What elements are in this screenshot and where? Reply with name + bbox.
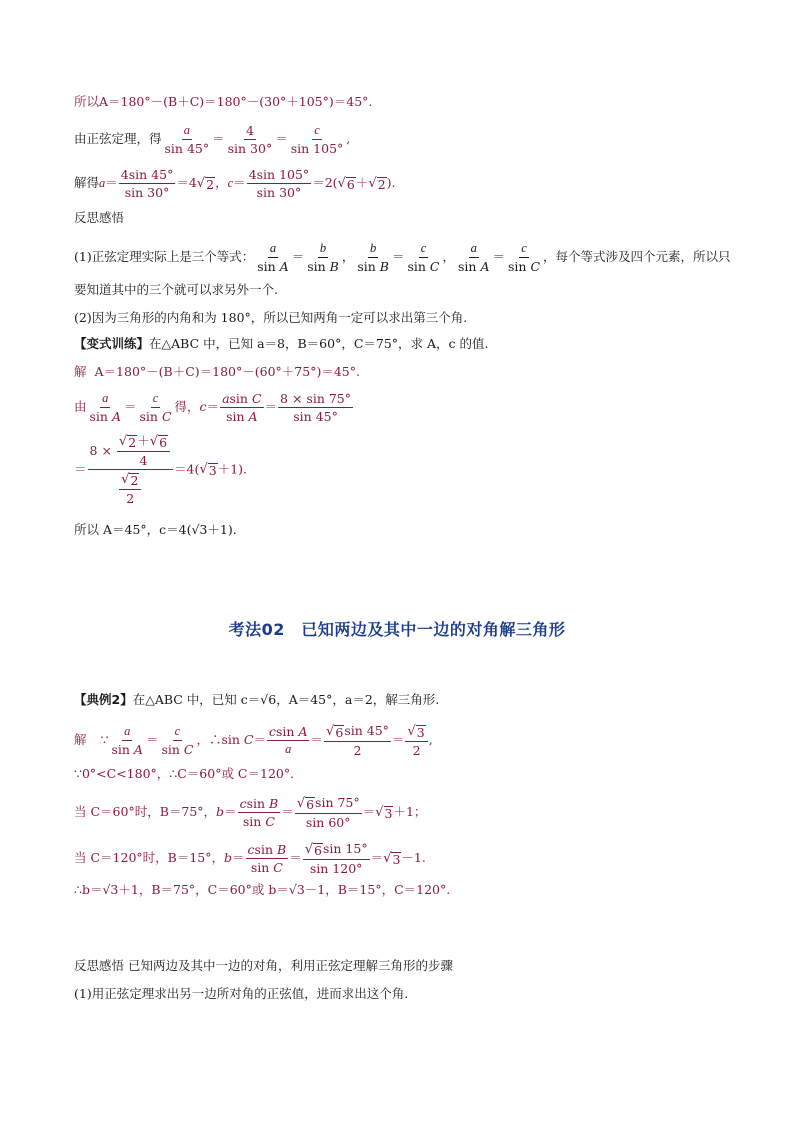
ex1-reflect-heading: 反思感悟: [74, 210, 125, 225]
ex2-conclusion-line: [74, 884, 450, 897]
ex1-reflect-1-cont: 要知道其中的三个就可以求另外一个.: [74, 282, 278, 297]
variant-solution-line1: [74, 366, 360, 379]
ex2-label: 【典例2】: [74, 692, 133, 707]
ex2-question-line: [74, 694, 439, 707]
ex1-reflect-2: (2)因为三角形的内角和为 180°，所以已知两角一定可以求出第三个角.: [74, 310, 468, 325]
variant-conclusion-line: [74, 524, 237, 537]
ex2-sol-label: 解: [74, 732, 87, 748]
variant-label: 【变式训练】: [74, 336, 150, 351]
section-title: 考法02 已知两边及其中一边的对角解三角形: [228, 620, 566, 639]
ex2-case2-equation: b＝ $\frac{\text{csin B}}{\text{sin C}}$ ＝ √ 6 sin 15° sin 120° ＝ √ 3 －1.: [224, 841, 426, 877]
ex1-line-angle-a: [74, 96, 372, 109]
ex2-case1-line: 当 C＝60°时，B＝75°， b＝ $\frac{\text{csin B}}{\text{sin C}}$ ＝ √ 6 sin 75° sin 60° ＝ √ 3 ＋1；: [74, 795, 427, 831]
ex1-law-equation: $\frac{a}{\sin 45^\circ}$ ＝ $\frac{4}{\sin 30^\circ}$ ＝ $\frac{c}{\sin 105^\circ}$ ,: [164, 123, 351, 157]
ex2-question: 在△ABC 中，已知 c＝√6，A＝45°，a＝2，解三角形.: [132, 692, 440, 707]
variant-question: 在△ABC 中，已知 a＝8，B＝60°，C＝75°，求 A，c 的值.: [149, 336, 489, 351]
ex1-law-prefix: 由正弦定理，得: [74, 131, 162, 147]
variant-sol-label: 解: [74, 364, 87, 379]
variant-sol-step1: A＝180°－(B＋C)＝180°－(60°＋75°)＝45°.: [94, 364, 360, 379]
variant-solution-line3: [74, 434, 247, 506]
ex1-solve-prefix: 解得: [74, 175, 100, 191]
variant-question-line: [74, 338, 489, 351]
reflect2-heading: 反思感悟 已知两边及其中一边的对角，利用正弦定理解三角形的步骤: [74, 958, 453, 973]
ex2-case1-equation: b＝ $\frac{\text{csin B}}{\text{sin C}}$ ＝ √ 6 sin 75° sin 60° ＝ √ 3 ＋1；: [216, 795, 427, 831]
ex2-solution-line2: [74, 768, 294, 781]
ex1-reflect-1: (1)正弦定理实际上是三个等式： $\frac{a}{\text{sin A}}$ ＝ $\frac{b}{\text{sin B}}$ ， $\frac{b}{\text{sin B}}$ ＝ $\frac{c}{\text{sin C}}$ ， $\frac{a}{\text{sin A}}$ ＝ $\frac{c}{\text{sin C}}$ ， 每个等式涉及四个元素，所以只: [74, 241, 731, 275]
ex1-angle-a-text: 所以A＝180°－(B＋C)＝180°－(30°＋105°)＝45°.: [74, 94, 373, 109]
reflect2-step1: (1)用正弦定理求出另一边所对角的正弦值，进而求出这个角.: [74, 986, 409, 1001]
variant-conclusion: 所以 A＝45°，c＝4(√3＋1).: [74, 522, 237, 537]
ex2-angle-c-cases: ∵0°<C<180°，∴C＝60°或 C＝120°.: [74, 766, 295, 781]
reflect2-step1-line: [74, 988, 408, 1001]
variant-c-equation: c＝ $\frac{\text{asin C}}{\text{sin A}}$ ＝ $\frac{8 \times \sin 75^\circ}{\sin 45^\circ}$: [199, 391, 352, 425]
variant-compound-fraction: ＝ 8 × √ 2 ＋ √ 6 4 √ 2 2 ＝4( √ 3 ＋1).: [74, 433, 247, 507]
variant-law-equation: $\frac{a}{\text{sin A}}$ ＝ $\frac{c}{\text{sin C}}$: [89, 391, 172, 425]
ex1-line-solve: [74, 168, 396, 199]
ex1-reflect-equalities: $\frac{a}{\text{sin A}}$ ＝ $\frac{b}{\text{sin B}}$ ， $\frac{b}{\text{sin B}}$ ＝ $\frac{c}{\text{sin C}}$ ， $\frac{a}{\text{sin A}}$ ＝ $\frac{c}{\text{sin C}}$ ，: [257, 241, 556, 275]
ex1-line-law-of-sines: [74, 124, 350, 155]
ex2-solution-line1: [74, 724, 433, 757]
variant-solution-line2: 由 $\frac{a}{\text{sin A}}$ ＝ $\frac{c}{\text{sin C}}$ 得， c＝ $\frac{\text{asin C}}{\text{sin A}}$ ＝ $\frac{8 \times \sin 75^\circ}{\sin 45^\circ}$: [74, 392, 354, 423]
reflect2-heading-line: [74, 960, 453, 973]
ex2-case2-line: 当 C＝120°时，B＝15°， b＝ $\frac{\text{csin B}}{\text{sin C}}$ ＝ √ 6 sin 15° sin 120° ＝ √ 3 －1.: [74, 841, 426, 877]
ex2-sin-c-equation: ∵ $\frac{a}{\text{sin A}}$ ＝ $\frac{c}{\text{sin C}}$ ，∴sin C＝ $\frac{\text{csin A}}{a}$ ＝ √ 6 sin 45° 2 ＝ √ 3 2 ,: [100, 723, 433, 759]
ex1-solve-equation: a＝ $\frac{4\sin 45^\circ}{\sin 30^\circ}$ ＝4 √ 2 ，c＝ $\frac{4\sin 105^\circ}{\sin 30^\circ}$ ＝2( √ 6 ＋ √ 2 ).: [99, 167, 396, 201]
ex2-conclusion: ∴b＝√3＋1，B＝75°，C＝60°或 b＝√3－1，B＝15°，C＝120°.: [74, 882, 451, 897]
